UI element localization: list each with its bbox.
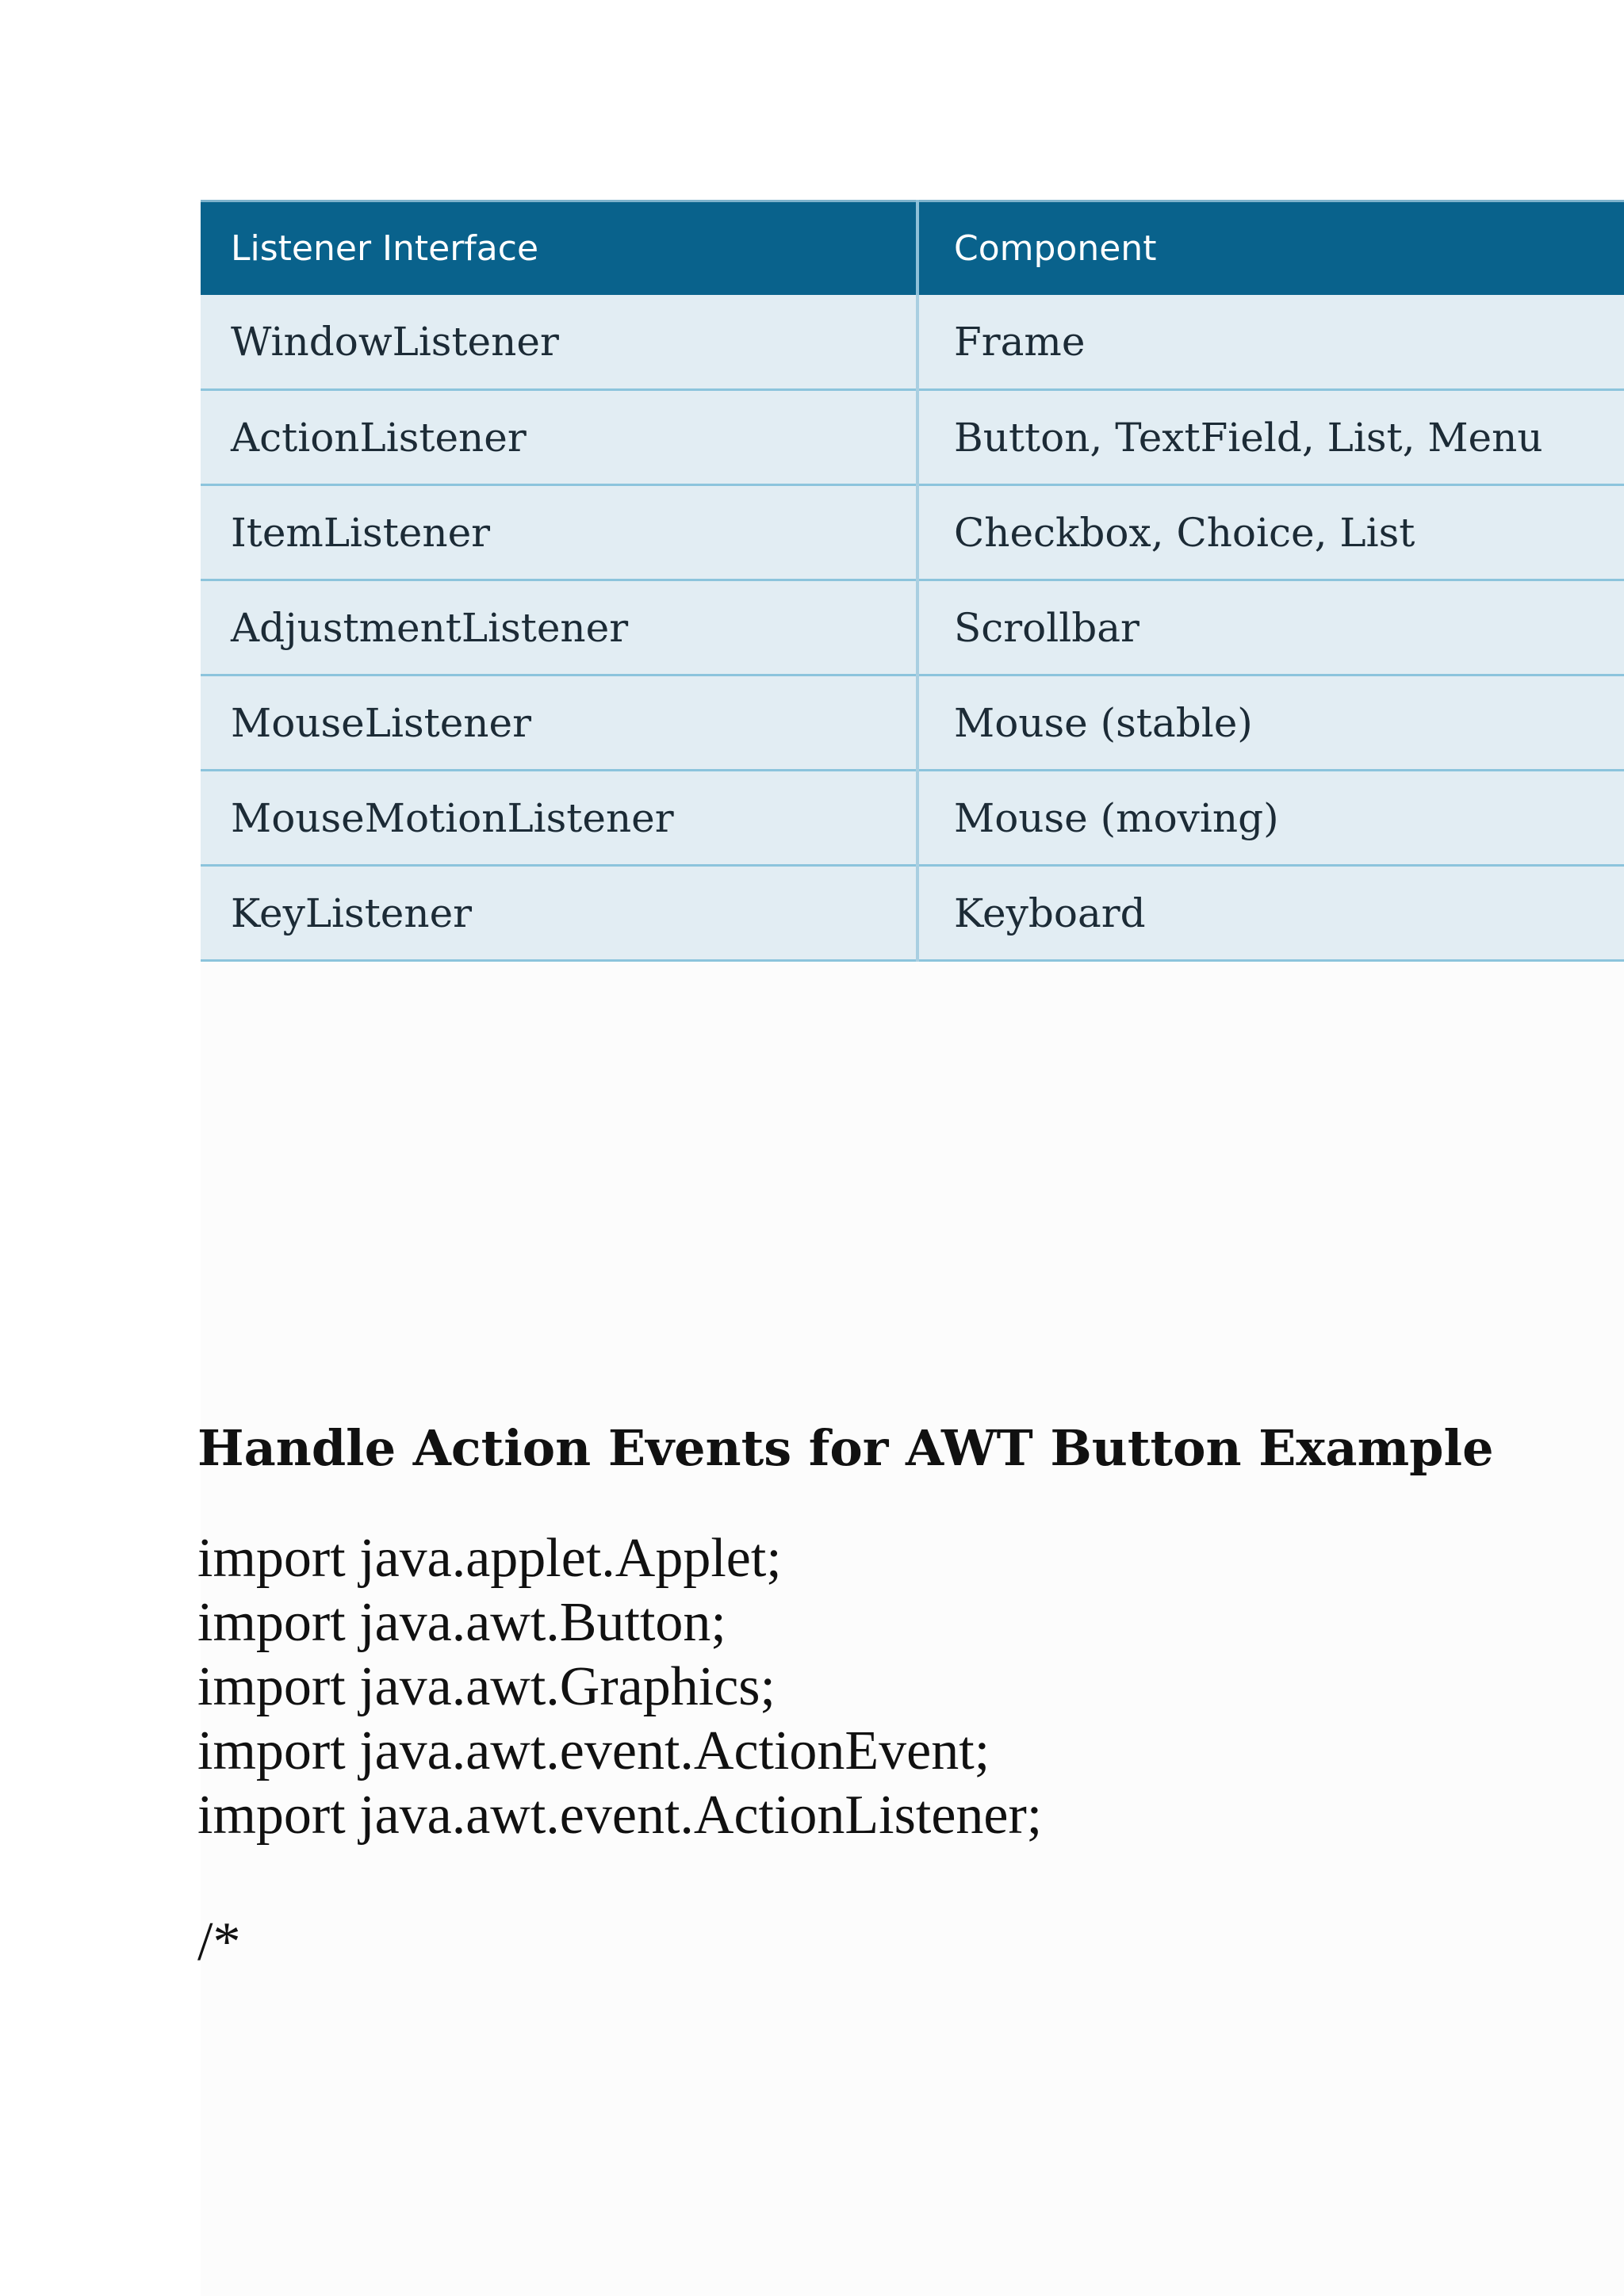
comment-start: /* — [197, 1911, 241, 1973]
section-heading: Handle Action Events for AWT Button Example — [197, 1419, 1494, 1477]
header-component: Component — [917, 201, 1624, 295]
table-row — [201, 675, 1624, 771]
table-row — [201, 390, 1624, 485]
component-cell: Scrollbar — [917, 580, 1624, 675]
code-line: import java.awt.event.ActionEvent; — [197, 1720, 990, 1781]
table-row — [201, 485, 1624, 580]
listener-cell: WindowListener — [201, 295, 917, 390]
table-row — [201, 771, 1624, 866]
component-cell: Keyboard — [917, 866, 1624, 961]
listener-cell: MouseListener — [201, 675, 917, 771]
listener-cell: AdjustmentListener — [201, 580, 917, 675]
table-row — [201, 580, 1624, 675]
code-line: import java.applet.Applet; — [197, 1528, 782, 1589]
listener-table-container — [201, 200, 1624, 962]
code-line: import java.awt.Button; — [197, 1592, 726, 1653]
component-cell: Button, TextField, List, Menu — [917, 390, 1624, 485]
listener-cell: ActionListener — [201, 390, 917, 485]
header-listener-interface: Listener Interface — [201, 201, 917, 295]
code-line: import java.awt.Graphics; — [197, 1656, 776, 1717]
component-cell: Mouse (stable) — [917, 675, 1624, 771]
listener-cell: MouseMotionListener — [201, 771, 917, 866]
table-row — [201, 295, 1624, 390]
component-cell: Frame — [917, 295, 1624, 390]
listener-table — [201, 200, 1624, 962]
component-cell: Checkbox, Choice, List — [917, 485, 1624, 580]
code-block — [197, 1526, 1042, 1847]
listener-cell: ItemListener — [201, 485, 917, 580]
component-cell: Mouse (moving) — [917, 771, 1624, 866]
table-header-row — [201, 201, 1624, 295]
table-row — [201, 866, 1624, 961]
code-line: import java.awt.event.ActionListener; — [197, 1785, 1043, 1846]
listener-cell: KeyListener — [201, 866, 917, 961]
